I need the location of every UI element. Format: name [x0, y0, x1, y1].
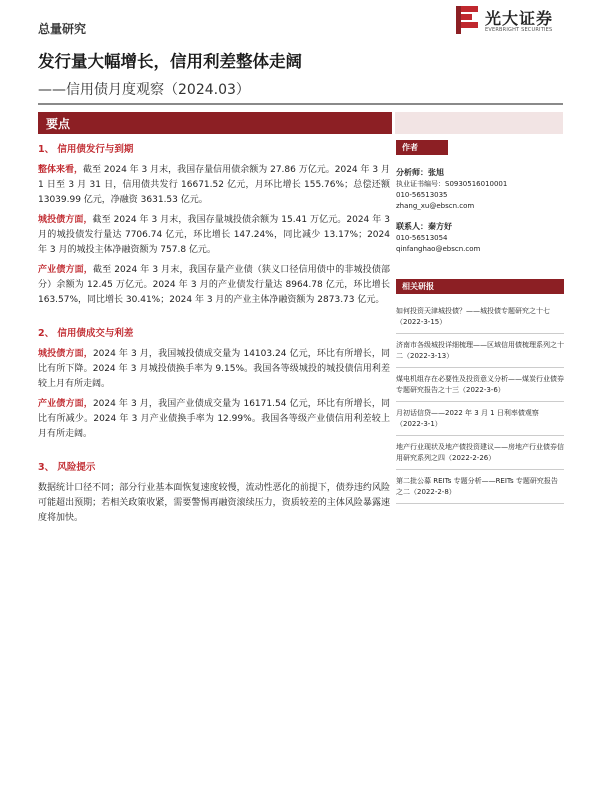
paragraph-overall	[38, 163, 390, 208]
related-report-item[interactable]: 煤电机组存在必要性及投资意义分析——煤炭行业债券专题研究报告之十三（2022-3-6）	[396, 368, 564, 402]
summary-banner-label: 要点	[46, 117, 71, 131]
paragraph-lead: 城投债方面，	[38, 349, 93, 359]
paragraph-text: 截至 2024 年 3 月末，我国存量信用债余额为 27.86 万亿元。2024 年 3 月 1 日至 3 月 31 日，信用债共发行 16671.52 亿元，月环比增长 155.76%；总偿还额 13039.99 亿元，净融资 3631.53 亿元。	[38, 165, 390, 205]
logo-text-cn: 光大证券	[485, 9, 554, 28]
author-heading: 作者	[396, 140, 448, 155]
paragraph-chengtou	[38, 213, 390, 258]
contact-name: 秦方好	[428, 222, 452, 231]
header-divider	[38, 103, 563, 105]
sidebar-banner-strip	[395, 112, 563, 134]
paragraph-chengtou	[38, 347, 390, 392]
analyst-block	[396, 167, 564, 212]
company-logo	[455, 5, 570, 39]
related-reports-heading: 相关研报	[396, 279, 564, 294]
report-title: 发行量大幅增长，信用利差整体走阔	[38, 52, 302, 71]
related-report-item[interactable]: 如何投资天津城投债？——城投债专题研究之十七（2022-3-15）	[396, 300, 564, 334]
paragraph-text: 截至 2024 年 3 月末，我国存量产业债（狭义口径信用债中的非城投债部分）余额为 12.45 万亿元。2024 年 3 月的产业债发行量达 8964.78 亿元，环比增长 163.57%，同比增长 30.41%；2024 年 3 月的产业主体净融资额为 2873.73 亿元。	[38, 265, 390, 305]
paragraph-text: 2024 年 3 月，我国产业债成交量为 16171.54 亿元，环比有所增长，同比有所减少。2024 年 3 月产业债换手率为 12.99%。我国各等级产业债信用利差较上月有所走阔。	[38, 399, 390, 439]
related-report-item[interactable]: 济南市各级城投详细梳理——区域信用债梳理系列之十二（2022-3-13）	[396, 334, 564, 368]
contact-block	[396, 221, 564, 255]
related-reports-list	[396, 300, 564, 504]
paragraph-text: 2024 年 3 月，我国城投债成交量为 14103.24 亿元，环比有所增长，同比有所下降。2024 年 3 月城投债换手率为 9.15%。我国各等级城投的城投债信用利差较上月有所走阔。	[38, 349, 390, 389]
report-category: 总量研究	[38, 22, 87, 36]
sidebar	[396, 140, 564, 504]
section-heading: 3、 风险提示	[38, 462, 96, 473]
logo-text-en: EVERBRIGHT SECURITIES	[485, 27, 553, 33]
summary-banner	[38, 112, 392, 134]
section-heading: 1、 信用债发行与到期	[38, 144, 134, 155]
section-heading: 2、 信用债成交与利差	[38, 328, 134, 339]
everbright-logo-icon	[455, 5, 481, 35]
analyst-label: 分析师：	[396, 168, 428, 177]
paragraph-text: 截至 2024 年 3 月末，我国存量城投债余额为 15.41 万亿元。2024 年 3 月的城投债发行量达 7706.74 亿元，环比增长 147.24%，同比减少 13.17%；2024 年 3 月的城投主体净融资额为 757.8 亿元。	[38, 215, 390, 255]
analyst-phone: 010-56513035	[396, 191, 448, 199]
paragraph-industry	[38, 397, 390, 442]
related-report-item[interactable]: 第二批公募 REITs 专题分析——REITs 专题研究报告之二（2022-2-8）	[396, 470, 564, 504]
paragraph-text: 数据统计口径不同；部分行业基本面恢复速度较慢，流动性恶化的前提下，债券违约风险可能超出预期；若相关政策收紧，需要警惕再融资滚续压力，资质较差的主体风险暴露速度将加快。	[38, 483, 390, 523]
related-report-item[interactable]: 月初话信贷——2022 年 3 月 1 日利率债观察（2022-3-1）	[396, 402, 564, 436]
main-content	[38, 142, 390, 531]
report-subtitle: ——信用债月度观察（2024.03）	[38, 82, 250, 98]
analyst-email: zhang_xu@ebscn.com	[396, 202, 475, 210]
contact-phone: 010-56513054	[396, 234, 448, 242]
section-trading	[38, 326, 390, 442]
analyst-license: 执业证书编号：S0930516010001	[396, 180, 508, 188]
analyst-name: 张旭	[428, 168, 444, 177]
paragraph-lead: 整体来看，	[38, 165, 84, 175]
paragraph-industry	[38, 263, 390, 308]
contact-email: qinfanghao@ebscn.com	[396, 245, 481, 253]
section-issuance	[38, 142, 390, 308]
paragraph-lead: 产业债方面，	[38, 265, 93, 275]
paragraph-risk	[38, 481, 390, 526]
contact-label: 联系人：	[396, 222, 428, 231]
related-report-item[interactable]: 地产行业现状及地产债投资建议——房地产行业债券信用研究系列之四（2022-2-26）	[396, 436, 564, 470]
paragraph-lead: 城投债方面，	[38, 215, 93, 225]
paragraph-lead: 产业债方面，	[38, 399, 93, 409]
section-risk	[38, 460, 390, 526]
